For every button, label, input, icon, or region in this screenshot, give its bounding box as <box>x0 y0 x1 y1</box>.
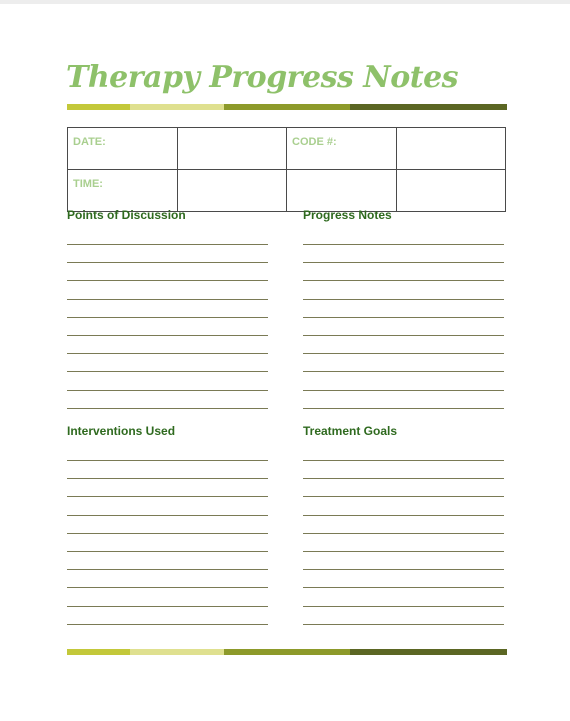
interventions-used-heading: Interventions Used <box>67 424 176 438</box>
interventions-used-lines[interactable] <box>67 460 268 642</box>
writing-line[interactable] <box>303 496 504 497</box>
time-label: TIME: <box>68 170 178 212</box>
writing-line[interactable] <box>303 280 504 281</box>
writing-line[interactable] <box>303 478 504 479</box>
bar-segment <box>130 649 224 655</box>
writing-line[interactable] <box>67 262 268 263</box>
writing-line[interactable] <box>67 244 268 245</box>
writing-line[interactable] <box>303 606 504 607</box>
writing-line[interactable] <box>303 353 504 354</box>
writing-line[interactable] <box>67 317 268 318</box>
treatment-goals-heading: Treatment Goals <box>303 424 398 438</box>
bar-segment <box>130 104 224 110</box>
writing-line[interactable] <box>303 299 504 300</box>
bar-segment <box>67 104 130 110</box>
session-info-table <box>67 127 506 212</box>
empty-cell[interactable] <box>396 170 506 212</box>
writing-line[interactable] <box>67 533 268 534</box>
code-field[interactable] <box>396 128 506 170</box>
writing-line[interactable] <box>303 569 504 570</box>
writing-line[interactable] <box>67 551 268 552</box>
time-field[interactable] <box>177 170 287 212</box>
writing-line[interactable] <box>303 317 504 318</box>
writing-line[interactable] <box>303 551 504 552</box>
bar-segment <box>224 649 350 655</box>
writing-line[interactable] <box>303 587 504 588</box>
bar-segment <box>224 104 350 110</box>
writing-line[interactable] <box>67 460 268 461</box>
writing-line[interactable] <box>303 335 504 336</box>
writing-line[interactable] <box>67 280 268 281</box>
points-of-discussion-lines[interactable] <box>67 244 268 426</box>
progress-notes-heading: Progress Notes <box>303 208 392 222</box>
writing-line[interactable] <box>67 390 268 391</box>
writing-line[interactable] <box>67 408 268 409</box>
writing-line[interactable] <box>303 371 504 372</box>
writing-line[interactable] <box>67 353 268 354</box>
writing-line[interactable] <box>303 390 504 391</box>
writing-line[interactable] <box>67 335 268 336</box>
date-field[interactable] <box>177 128 287 170</box>
writing-line[interactable] <box>67 569 268 570</box>
writing-line[interactable] <box>303 460 504 461</box>
date-label: DATE: <box>68 128 178 170</box>
treatment-goals-lines[interactable] <box>303 460 504 642</box>
writing-line[interactable] <box>303 408 504 409</box>
writing-line[interactable] <box>303 515 504 516</box>
writing-line[interactable] <box>67 371 268 372</box>
writing-line[interactable] <box>67 515 268 516</box>
writing-line[interactable] <box>67 478 268 479</box>
writing-line[interactable] <box>67 624 268 625</box>
document-title: Therapy Progress Notes <box>66 60 459 95</box>
writing-line[interactable] <box>303 533 504 534</box>
writing-line[interactable] <box>303 262 504 263</box>
writing-line[interactable] <box>67 496 268 497</box>
page-top-edge <box>0 0 570 4</box>
top-color-bar <box>67 104 507 110</box>
bar-segment <box>67 649 130 655</box>
table-row <box>68 128 506 170</box>
table-row <box>68 170 506 212</box>
progress-notes-lines[interactable] <box>303 244 504 426</box>
writing-line[interactable] <box>67 587 268 588</box>
bar-segment <box>350 649 507 655</box>
writing-line[interactable] <box>303 244 504 245</box>
writing-line[interactable] <box>67 299 268 300</box>
code-label: CODE #: <box>287 128 397 170</box>
bar-segment <box>350 104 507 110</box>
points-of-discussion-heading: Points of Discussion <box>67 208 186 222</box>
empty-cell[interactable] <box>287 170 397 212</box>
writing-line[interactable] <box>303 624 504 625</box>
bottom-color-bar <box>67 649 507 655</box>
writing-line[interactable] <box>67 606 268 607</box>
